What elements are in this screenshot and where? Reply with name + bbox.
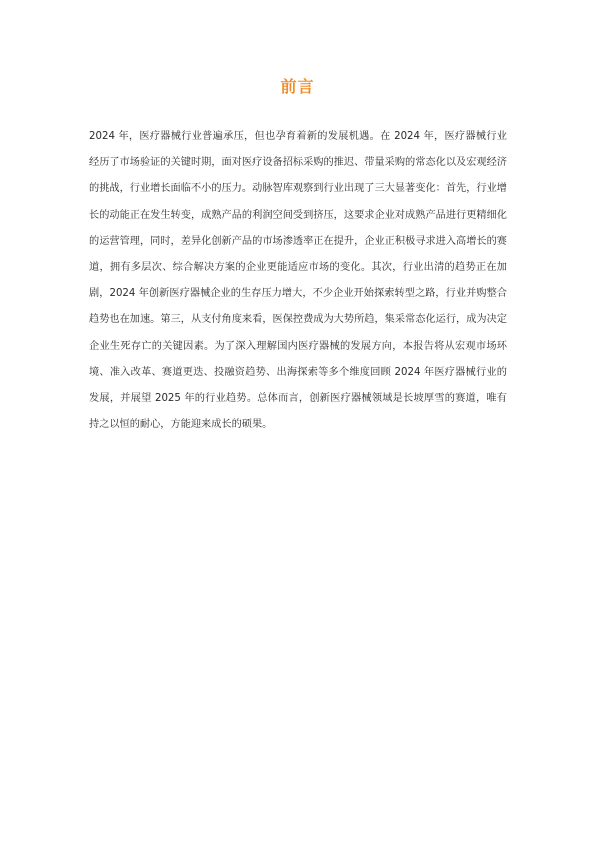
page-title: 前言 [280,77,315,96]
preface-paragraph: 2024 年，医疗器械行业普遍承压，但也孕育着新的发展机遇。在 2024 年，医疗器械行业经历了市场验证的关键时期，面对医疗设备招标采购的推迟、带量采购的常态化以及宏观经济的挑战，行业增长面临不小的压力。动脉智库观察到行业出现了三大显著变化：首先，行业增长的动能正在发生转变，成熟产品的利润空间受到挤压，这要求企业对成熟产品进行更精细化的运营管理，同时，差异化创新产品的市场渗透率正在提升，企业正积极寻求进入高增长的赛道，拥有多层次、综合解决方案的企业更能适应市场的变化。其次，行业出清的趋势正在加剧，2024 年创新医疗器械企业的生存压力增大，不少企业开始探索转型之路，行业并购整合趋势也在加速。第三，从支付角度来看，医保控费成为大势所趋，集采常态化运行，成为决定企业生死存亡的关键因素。为了深入理解国内医疗器械的发展方向，本报告将从宏观市场环境、准入改革、赛道更迭、投融资趋势、出海探索等多个维度回顾 2024 年医疗器械行业的发展，并展望 2025 年的行业趋势。总体而言，创新医疗器械领域是长坡厚雪的赛道，唯有持之以恒的耐心，方能迎来成长的硕果。 [89,131,507,431]
